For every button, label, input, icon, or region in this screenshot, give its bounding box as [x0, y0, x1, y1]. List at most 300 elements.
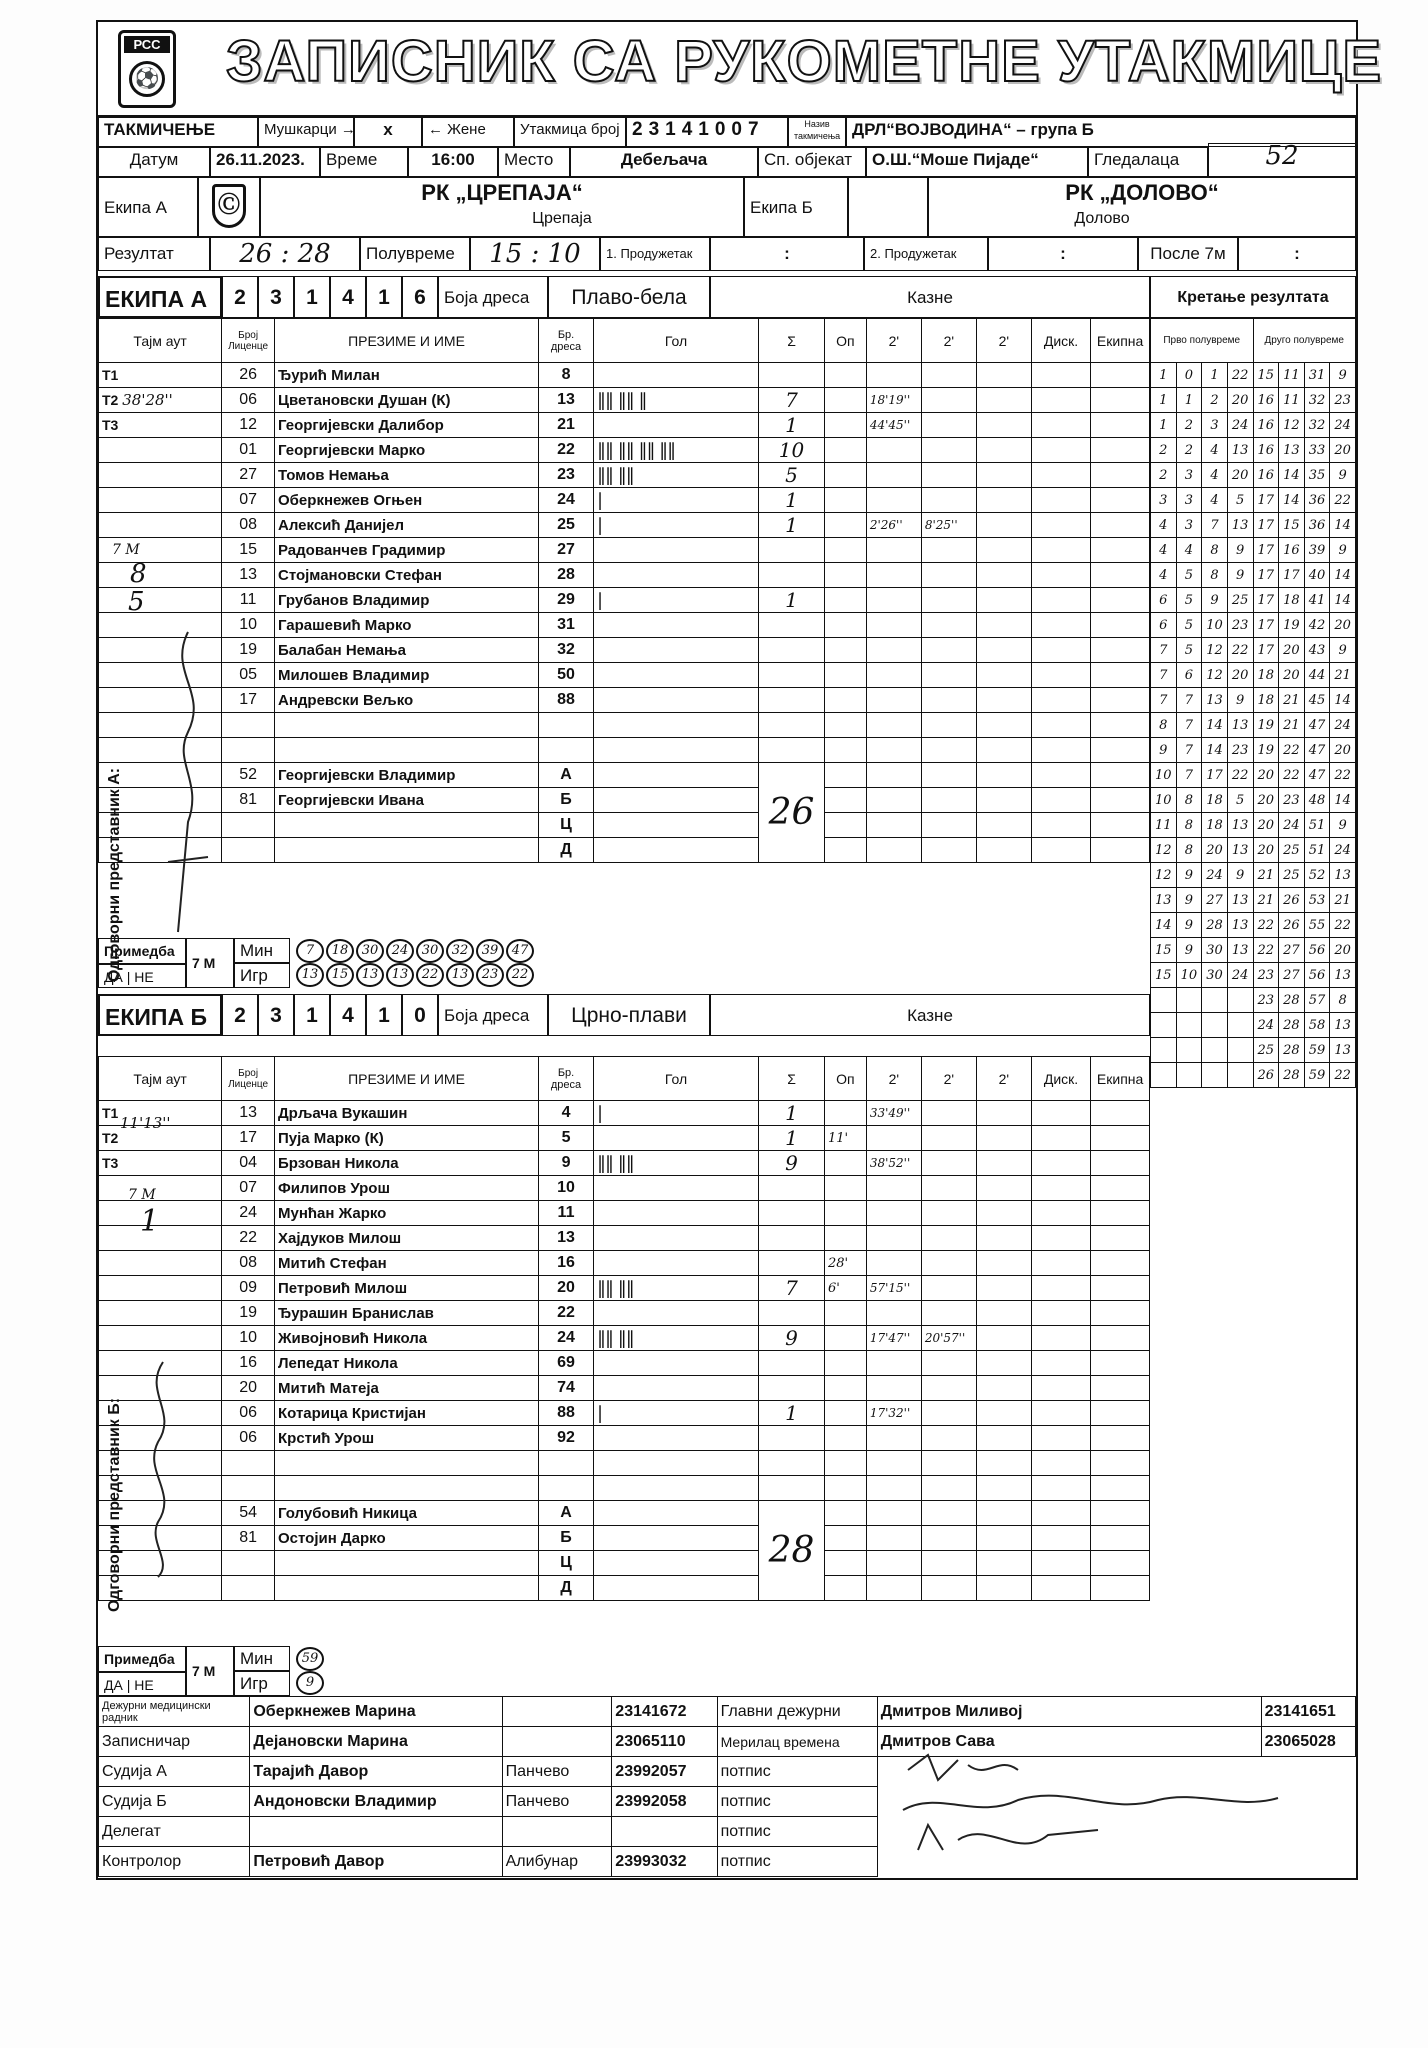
- player-goal-sum[interactable]: [759, 638, 825, 663]
- player-team-penalty[interactable]: [1091, 1226, 1150, 1251]
- player-team-penalty[interactable]: [1091, 1101, 1150, 1126]
- player-2min-1[interactable]: [866, 1426, 921, 1451]
- player-goal-tally[interactable]: [594, 688, 759, 713]
- progress-cell[interactable]: 43: [1304, 638, 1330, 663]
- progress-cell[interactable]: 7: [1151, 688, 1177, 713]
- player-warning[interactable]: 28': [825, 1251, 867, 1276]
- player-2min-2[interactable]: [921, 1126, 976, 1151]
- progress-cell[interactable]: 4: [1176, 538, 1202, 563]
- player-goal-sum[interactable]: 1: [759, 1126, 825, 1151]
- player-warning[interactable]: [825, 663, 867, 688]
- progress-cell[interactable]: 44: [1304, 663, 1330, 688]
- progress-cell[interactable]: 13: [1227, 438, 1253, 463]
- player-warning[interactable]: [825, 563, 867, 588]
- progress-cell[interactable]: 24: [1253, 1013, 1279, 1038]
- player-team-penalty[interactable]: [1091, 538, 1150, 563]
- progress-cell[interactable]: 24: [1202, 863, 1228, 888]
- progress-cell[interactable]: 20: [1227, 663, 1253, 688]
- progress-cell[interactable]: 24: [1227, 413, 1253, 438]
- player-2min-2[interactable]: [921, 413, 976, 438]
- progress-cell[interactable]: 9: [1330, 363, 1356, 388]
- player-2min-1[interactable]: [866, 1351, 921, 1376]
- timeout-cell[interactable]: Т3: [99, 413, 222, 438]
- referee-b-name[interactable]: Андоновски Владимир: [250, 1787, 502, 1817]
- player-2min-3[interactable]: [976, 388, 1031, 413]
- progress-cell[interactable]: 11: [1151, 813, 1177, 838]
- player-2min-2[interactable]: [921, 588, 976, 613]
- seven-m-player[interactable]: 9: [296, 1671, 324, 1695]
- player-goal-tally[interactable]: [594, 1426, 759, 1451]
- progress-cell[interactable]: 24: [1330, 838, 1356, 863]
- player-2min-1[interactable]: [866, 463, 921, 488]
- player-goal-tally[interactable]: [594, 613, 759, 638]
- player-goal-sum[interactable]: 1: [759, 488, 825, 513]
- progress-cell[interactable]: 35: [1304, 463, 1330, 488]
- player-goal-sum[interactable]: 1: [759, 588, 825, 613]
- player-2min-2[interactable]: [921, 1101, 976, 1126]
- player-2min-3[interactable]: [976, 588, 1031, 613]
- progress-cell[interactable]: 4: [1151, 563, 1177, 588]
- player-2min-3[interactable]: [976, 1126, 1031, 1151]
- progress-cell[interactable]: 12: [1202, 663, 1228, 688]
- player-2min-3[interactable]: [976, 363, 1031, 388]
- player-disq[interactable]: [1031, 1101, 1090, 1126]
- progress-cell[interactable]: 20: [1330, 613, 1356, 638]
- player-team-penalty[interactable]: [1091, 1251, 1150, 1276]
- match-number[interactable]: 23141007: [626, 117, 788, 147]
- player-goal-sum[interactable]: [759, 1176, 825, 1201]
- player-2min-2[interactable]: [921, 1426, 976, 1451]
- progress-cell[interactable]: [1227, 988, 1253, 1013]
- team-b-name[interactable]: РК „ДОЛОВО“: [1065, 180, 1219, 205]
- player-team-penalty[interactable]: [1091, 1326, 1150, 1351]
- player-goal-tally[interactable]: ‖‖ ‖‖: [594, 1276, 759, 1301]
- player-goal-sum[interactable]: 1: [759, 1401, 825, 1426]
- player-team-penalty[interactable]: [1091, 1201, 1150, 1226]
- progress-cell[interactable]: 6: [1151, 613, 1177, 638]
- progress-cell[interactable]: 21: [1279, 713, 1305, 738]
- progress-cell[interactable]: 5: [1176, 563, 1202, 588]
- timeout-cell[interactable]: Т3: [99, 1151, 222, 1176]
- delegate-name[interactable]: [250, 1817, 502, 1847]
- progress-cell[interactable]: 17: [1202, 763, 1228, 788]
- player-2min-1[interactable]: 38'52'': [866, 1151, 921, 1176]
- player-disq[interactable]: [1031, 663, 1090, 688]
- progress-cell[interactable]: 22: [1330, 488, 1356, 513]
- player-disq[interactable]: [1031, 688, 1090, 713]
- progress-cell[interactable]: 9: [1176, 913, 1202, 938]
- player-disq[interactable]: [1031, 1376, 1090, 1401]
- player-goal-tally[interactable]: ‖‖ ‖‖: [594, 1151, 759, 1176]
- player-disq[interactable]: [1031, 1176, 1090, 1201]
- progress-cell[interactable]: 9: [1227, 563, 1253, 588]
- progress-cell[interactable]: 53: [1304, 888, 1330, 913]
- player-2min-1[interactable]: [866, 1226, 921, 1251]
- progress-cell[interactable]: 47: [1304, 763, 1330, 788]
- player-2min-2[interactable]: [921, 1351, 976, 1376]
- player-warning[interactable]: [825, 1201, 867, 1226]
- controller-name[interactable]: Петровић Давор: [250, 1847, 502, 1877]
- progress-cell[interactable]: [1151, 1063, 1177, 1088]
- progress-cell[interactable]: 5: [1176, 638, 1202, 663]
- player-goal-tally[interactable]: |: [594, 488, 759, 513]
- player-2min-3[interactable]: [976, 688, 1031, 713]
- player-goal-sum[interactable]: [759, 1376, 825, 1401]
- player-goal-sum[interactable]: [759, 1251, 825, 1276]
- progress-cell[interactable]: 36: [1304, 488, 1330, 513]
- progress-cell[interactable]: [1176, 1063, 1202, 1088]
- progress-cell[interactable]: 13: [1227, 913, 1253, 938]
- progress-cell[interactable]: 17: [1253, 488, 1279, 513]
- player-warning[interactable]: [825, 463, 867, 488]
- player-warning[interactable]: [825, 488, 867, 513]
- player-disq[interactable]: [1031, 563, 1090, 588]
- player-2min-3[interactable]: [976, 1101, 1031, 1126]
- progress-cell[interactable]: 13: [1151, 888, 1177, 913]
- player-team-penalty[interactable]: [1091, 1126, 1150, 1151]
- player-2min-1[interactable]: 33'49'': [866, 1101, 921, 1126]
- seven-m-player[interactable]: 22: [506, 963, 534, 987]
- player-2min-1[interactable]: [866, 563, 921, 588]
- player-team-penalty[interactable]: [1091, 688, 1150, 713]
- player-goal-sum[interactable]: 1: [759, 413, 825, 438]
- progress-cell[interactable]: 9: [1176, 863, 1202, 888]
- progress-cell[interactable]: 22: [1227, 763, 1253, 788]
- progress-cell[interactable]: 21: [1253, 863, 1279, 888]
- progress-cell[interactable]: 5: [1176, 588, 1202, 613]
- player-disq[interactable]: [1031, 388, 1090, 413]
- player-2min-3[interactable]: [976, 413, 1031, 438]
- progress-cell[interactable]: 8: [1202, 538, 1228, 563]
- player-goal-tally[interactable]: [594, 1201, 759, 1226]
- progress-cell[interactable]: 17: [1253, 538, 1279, 563]
- player-2min-2[interactable]: [921, 463, 976, 488]
- player-warning[interactable]: [825, 1226, 867, 1251]
- player-warning[interactable]: [825, 363, 867, 388]
- timeout-cell[interactable]: [99, 513, 222, 538]
- player-2min-1[interactable]: [866, 1376, 921, 1401]
- player-team-penalty[interactable]: [1091, 363, 1150, 388]
- timeout-cell[interactable]: [99, 438, 222, 463]
- progress-cell[interactable]: 39: [1304, 538, 1330, 563]
- player-disq[interactable]: [1031, 1151, 1090, 1176]
- progress-cell[interactable]: 58: [1304, 1013, 1330, 1038]
- progress-cell[interactable]: 2: [1202, 388, 1228, 413]
- player-2min-3[interactable]: [976, 1251, 1031, 1276]
- progress-cell[interactable]: 8: [1202, 563, 1228, 588]
- progress-cell[interactable]: 12: [1202, 638, 1228, 663]
- timeout-cell[interactable]: [99, 1201, 222, 1226]
- player-2min-2[interactable]: [921, 663, 976, 688]
- progress-cell[interactable]: 17: [1253, 613, 1279, 638]
- progress-cell[interactable]: 6: [1176, 663, 1202, 688]
- date-value[interactable]: 26.11.2023.: [210, 147, 320, 177]
- progress-cell[interactable]: 23: [1330, 388, 1356, 413]
- player-2min-1[interactable]: [866, 1301, 921, 1326]
- player-warning[interactable]: [825, 1426, 867, 1451]
- timeout-cell[interactable]: Т1: [99, 363, 222, 388]
- player-2min-2[interactable]: [921, 1151, 976, 1176]
- progress-cell[interactable]: 16: [1253, 388, 1279, 413]
- seven-m-minute[interactable]: 32: [446, 939, 474, 963]
- player-2min-3[interactable]: [976, 1201, 1031, 1226]
- timeout-cell[interactable]: [99, 563, 222, 588]
- progress-cell[interactable]: 7: [1202, 513, 1228, 538]
- progress-cell[interactable]: 13: [1227, 838, 1253, 863]
- player-warning[interactable]: [825, 388, 867, 413]
- progress-cell[interactable]: [1176, 988, 1202, 1013]
- player-2min-3[interactable]: [976, 1351, 1031, 1376]
- player-2min-2[interactable]: [921, 613, 976, 638]
- progress-cell[interactable]: 16: [1253, 413, 1279, 438]
- progress-cell[interactable]: 7: [1151, 663, 1177, 688]
- halftime-value[interactable]: [470, 237, 600, 271]
- progress-cell[interactable]: 24: [1279, 813, 1305, 838]
- progress-cell[interactable]: 24: [1330, 413, 1356, 438]
- progress-cell[interactable]: 32: [1304, 413, 1330, 438]
- progress-cell[interactable]: 12: [1279, 413, 1305, 438]
- seven-m-minute[interactable]: 18: [326, 939, 354, 963]
- player-2min-2[interactable]: [921, 363, 976, 388]
- player-goal-tally[interactable]: [594, 638, 759, 663]
- progress-cell[interactable]: [1202, 1063, 1228, 1088]
- progress-cell[interactable]: 47: [1304, 713, 1330, 738]
- player-2min-1[interactable]: 17'47'': [866, 1326, 921, 1351]
- player-disq[interactable]: [1031, 1326, 1090, 1351]
- seven-m-minute[interactable]: 39: [476, 939, 504, 963]
- player-2min-1[interactable]: [866, 1126, 921, 1151]
- player-disq[interactable]: [1031, 1251, 1090, 1276]
- player-disq[interactable]: [1031, 488, 1090, 513]
- player-2min-1[interactable]: 44'45'': [866, 413, 921, 438]
- progress-cell[interactable]: 22: [1330, 1063, 1356, 1088]
- progress-cell[interactable]: 11: [1279, 363, 1305, 388]
- player-goal-sum[interactable]: [759, 613, 825, 638]
- progress-cell[interactable]: [1176, 1038, 1202, 1063]
- player-2min-3[interactable]: [976, 1276, 1031, 1301]
- player-warning[interactable]: [825, 1301, 867, 1326]
- player-goal-sum[interactable]: 7: [759, 1276, 825, 1301]
- progress-cell[interactable]: 16: [1279, 538, 1305, 563]
- player-warning[interactable]: [825, 1101, 867, 1126]
- place-value[interactable]: Дебељача: [570, 147, 758, 177]
- player-warning[interactable]: [825, 1151, 867, 1176]
- progress-cell[interactable]: 16: [1253, 463, 1279, 488]
- progress-cell[interactable]: 9: [1176, 888, 1202, 913]
- player-disq[interactable]: [1031, 1351, 1090, 1376]
- player-goal-tally[interactable]: ‖‖ ‖‖: [594, 463, 759, 488]
- player-disq[interactable]: [1031, 363, 1090, 388]
- seven-m-player[interactable]: 15: [326, 963, 354, 987]
- progress-cell[interactable]: 7: [1176, 713, 1202, 738]
- progress-cell[interactable]: 20: [1227, 388, 1253, 413]
- player-disq[interactable]: [1031, 613, 1090, 638]
- player-2min-3[interactable]: [976, 538, 1031, 563]
- progress-cell[interactable]: 59: [1304, 1063, 1330, 1088]
- progress-cell[interactable]: 26: [1253, 1063, 1279, 1088]
- timeout-cell[interactable]: [99, 488, 222, 513]
- progress-cell[interactable]: 9: [1202, 588, 1228, 613]
- progress-cell[interactable]: 9: [1227, 863, 1253, 888]
- player-2min-2[interactable]: [921, 1201, 976, 1226]
- progress-cell[interactable]: 19: [1253, 713, 1279, 738]
- progress-cell[interactable]: 10: [1176, 963, 1202, 988]
- progress-cell[interactable]: 30: [1202, 938, 1228, 963]
- progress-cell[interactable]: 10: [1151, 788, 1177, 813]
- progress-cell[interactable]: 0: [1176, 363, 1202, 388]
- progress-cell[interactable]: 13: [1330, 963, 1356, 988]
- player-2min-2[interactable]: [921, 688, 976, 713]
- progress-cell[interactable]: 20: [1279, 663, 1305, 688]
- progress-cell[interactable]: 14: [1330, 588, 1356, 613]
- progress-cell[interactable]: 42: [1304, 613, 1330, 638]
- progress-cell[interactable]: 27: [1279, 963, 1305, 988]
- remark-yes-no[interactable]: ДА | НЕ: [98, 1672, 186, 1696]
- player-goal-tally[interactable]: [594, 1226, 759, 1251]
- player-goal-sum[interactable]: [759, 563, 825, 588]
- progress-cell[interactable]: 3: [1176, 513, 1202, 538]
- progress-cell[interactable]: 1: [1202, 363, 1228, 388]
- player-2min-3[interactable]: [976, 1301, 1031, 1326]
- progress-cell[interactable]: 14: [1279, 463, 1305, 488]
- progress-cell[interactable]: 26: [1279, 913, 1305, 938]
- player-disq[interactable]: [1031, 413, 1090, 438]
- progress-cell[interactable]: 5: [1176, 613, 1202, 638]
- progress-cell[interactable]: 7: [1176, 738, 1202, 763]
- progress-cell[interactable]: 20: [1330, 938, 1356, 963]
- progress-cell[interactable]: 21: [1330, 663, 1356, 688]
- progress-cell[interactable]: 22: [1227, 638, 1253, 663]
- player-team-penalty[interactable]: [1091, 413, 1150, 438]
- player-goal-sum[interactable]: 10: [759, 438, 825, 463]
- progress-cell[interactable]: 56: [1304, 963, 1330, 988]
- seven-m-minute[interactable]: 47: [506, 939, 534, 963]
- seven-m-player[interactable]: 23: [476, 963, 504, 987]
- progress-cell[interactable]: 8: [1151, 713, 1177, 738]
- player-2min-2[interactable]: [921, 1401, 976, 1426]
- progress-cell[interactable]: 18: [1279, 588, 1305, 613]
- progress-cell[interactable]: 9: [1176, 938, 1202, 963]
- ot2-value[interactable]: :: [988, 237, 1138, 271]
- progress-cell[interactable]: 20: [1253, 813, 1279, 838]
- progress-cell[interactable]: 12: [1151, 863, 1177, 888]
- progress-cell[interactable]: 15: [1151, 963, 1177, 988]
- player-warning[interactable]: [825, 688, 867, 713]
- progress-cell[interactable]: 14: [1279, 488, 1305, 513]
- progress-cell[interactable]: 14: [1151, 913, 1177, 938]
- player-goal-sum[interactable]: [759, 688, 825, 713]
- player-2min-3[interactable]: [976, 1401, 1031, 1426]
- penalty-shootout-value[interactable]: :: [1238, 237, 1356, 271]
- progress-cell[interactable]: 19: [1279, 613, 1305, 638]
- progress-cell[interactable]: 13: [1227, 713, 1253, 738]
- progress-cell[interactable]: 19: [1253, 738, 1279, 763]
- player-2min-2[interactable]: [921, 438, 976, 463]
- progress-cell[interactable]: 8: [1176, 788, 1202, 813]
- player-2min-3[interactable]: [976, 563, 1031, 588]
- player-warning[interactable]: [825, 438, 867, 463]
- player-2min-1[interactable]: [866, 438, 921, 463]
- progress-cell[interactable]: 28: [1279, 1013, 1305, 1038]
- time-value[interactable]: 16:00: [408, 147, 498, 177]
- player-2min-1[interactable]: 57'15'': [866, 1276, 921, 1301]
- player-2min-3[interactable]: [976, 1326, 1031, 1351]
- progress-cell[interactable]: 22: [1330, 913, 1356, 938]
- player-warning[interactable]: [825, 638, 867, 663]
- progress-cell[interactable]: 51: [1304, 813, 1330, 838]
- player-2min-2[interactable]: [921, 1276, 976, 1301]
- progress-cell[interactable]: 9: [1330, 538, 1356, 563]
- progress-cell[interactable]: 17: [1253, 638, 1279, 663]
- player-team-penalty[interactable]: [1091, 1351, 1150, 1376]
- progress-cell[interactable]: 25: [1279, 838, 1305, 863]
- player-2min-2[interactable]: [921, 638, 976, 663]
- player-2min-1[interactable]: [866, 663, 921, 688]
- progress-cell[interactable]: [1151, 988, 1177, 1013]
- player-goal-sum[interactable]: 9: [759, 1151, 825, 1176]
- progress-cell[interactable]: 3: [1176, 463, 1202, 488]
- player-2min-1[interactable]: [866, 688, 921, 713]
- player-2min-3[interactable]: [976, 463, 1031, 488]
- player-team-penalty[interactable]: [1091, 1151, 1150, 1176]
- player-disq[interactable]: [1031, 513, 1090, 538]
- progress-cell[interactable]: 7: [1151, 638, 1177, 663]
- progress-cell[interactable]: [1202, 1038, 1228, 1063]
- player-goal-tally[interactable]: [594, 538, 759, 563]
- player-2min-1[interactable]: 2'26'': [866, 513, 921, 538]
- player-goal-tally[interactable]: ‖‖ ‖‖: [594, 1326, 759, 1351]
- player-team-penalty[interactable]: [1091, 463, 1150, 488]
- player-goal-tally[interactable]: [594, 1376, 759, 1401]
- player-goal-tally[interactable]: |: [594, 1401, 759, 1426]
- player-team-penalty[interactable]: [1091, 613, 1150, 638]
- progress-cell[interactable]: 22: [1330, 763, 1356, 788]
- player-team-penalty[interactable]: [1091, 1176, 1150, 1201]
- progress-cell[interactable]: 9: [1227, 688, 1253, 713]
- player-goal-tally[interactable]: [594, 563, 759, 588]
- progress-cell[interactable]: 45: [1304, 688, 1330, 713]
- player-goal-sum[interactable]: [759, 538, 825, 563]
- timeout-cell[interactable]: [99, 1326, 222, 1351]
- progress-cell[interactable]: 9: [1227, 538, 1253, 563]
- progress-cell[interactable]: 20: [1253, 788, 1279, 813]
- player-team-penalty[interactable]: [1091, 638, 1150, 663]
- progress-cell[interactable]: 22: [1279, 763, 1305, 788]
- venue-value[interactable]: О.Ш.“Моше Пијаде“: [866, 147, 1088, 177]
- progress-cell[interactable]: 8: [1330, 988, 1356, 1013]
- player-2min-3[interactable]: [976, 513, 1031, 538]
- player-goal-sum[interactable]: [759, 1201, 825, 1226]
- player-2min-1[interactable]: [866, 638, 921, 663]
- progress-cell[interactable]: 9: [1330, 638, 1356, 663]
- player-disq[interactable]: [1031, 638, 1090, 663]
- player-disq[interactable]: [1031, 1426, 1090, 1451]
- player-goal-tally[interactable]: |: [594, 513, 759, 538]
- player-2min-1[interactable]: [866, 588, 921, 613]
- progress-cell[interactable]: 22: [1253, 913, 1279, 938]
- progress-cell[interactable]: 8: [1176, 813, 1202, 838]
- progress-cell[interactable]: 1: [1151, 413, 1177, 438]
- player-2min-2[interactable]: [921, 488, 976, 513]
- progress-cell[interactable]: 13: [1227, 938, 1253, 963]
- player-2min-3[interactable]: [976, 638, 1031, 663]
- player-goal-tally[interactable]: |: [594, 588, 759, 613]
- progress-cell[interactable]: 1: [1151, 388, 1177, 413]
- player-goal-tally[interactable]: |: [594, 1101, 759, 1126]
- seven-m-minute[interactable]: 24: [386, 939, 414, 963]
- spectators-value[interactable]: 52: [1208, 143, 1356, 177]
- progress-cell[interactable]: 9: [1330, 463, 1356, 488]
